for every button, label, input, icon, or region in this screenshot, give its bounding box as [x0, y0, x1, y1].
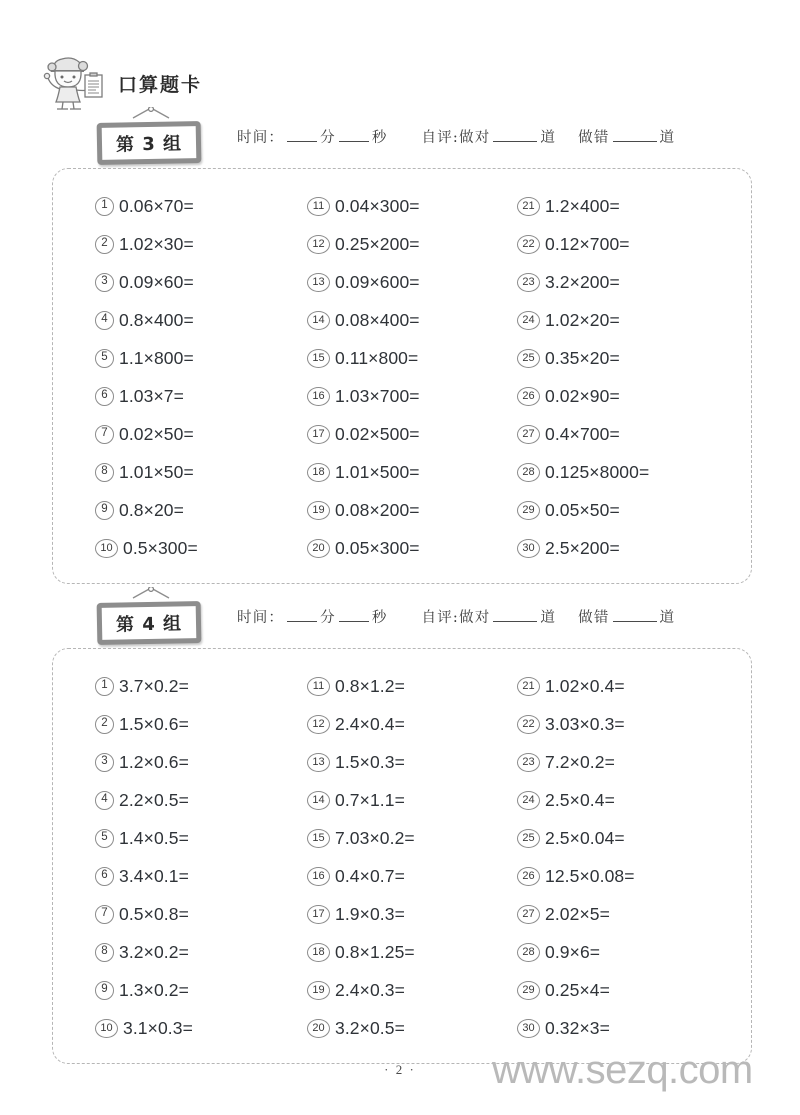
- time-label: 时间：: [237, 610, 285, 626]
- problem-item[interactable]: [95, 895, 307, 933]
- problem-number: 20: [307, 1019, 330, 1038]
- problem-expression: 1.3×0.2=: [119, 979, 189, 1000]
- watermark: www.sezq.com: [492, 1048, 753, 1092]
- problem-box: [52, 168, 752, 584]
- problem-expression: 2.4×0.3=: [335, 979, 405, 1000]
- problem-number: 27: [517, 905, 540, 924]
- problem-column: [307, 667, 517, 1047]
- problem-number: 2: [95, 715, 114, 734]
- problem-item[interactable]: [517, 705, 721, 743]
- problem-number: 19: [307, 501, 330, 520]
- problem-number: 18: [307, 463, 330, 482]
- problem-item[interactable]: [517, 743, 721, 781]
- problem-item[interactable]: [95, 857, 307, 895]
- problem-item[interactable]: [307, 705, 517, 743]
- problem-grid: [53, 667, 751, 1047]
- problem-expression: 2.5×0.4=: [545, 789, 615, 810]
- problem-expression: 0.02×500=: [335, 423, 420, 444]
- problem-number: 8: [95, 463, 114, 482]
- problem-expression: 1.03×700=: [335, 385, 420, 406]
- wrong-count-blank[interactable]: [613, 621, 657, 622]
- problem-item[interactable]: [517, 819, 721, 857]
- problem-number: 14: [307, 311, 330, 330]
- problem-number: 17: [307, 905, 330, 924]
- problem-item[interactable]: [95, 933, 307, 971]
- problem-expression: 3.7×0.2=: [119, 675, 189, 696]
- page-number: · 2 ·: [384, 1062, 416, 1077]
- problem-expression: 2.5×0.04=: [545, 827, 625, 848]
- time-minute-blank[interactable]: [287, 621, 317, 622]
- problem-expression: 1.02×30=: [119, 233, 194, 254]
- problem-item[interactable]: [517, 781, 721, 819]
- problem-expression: 0.11×800=: [335, 347, 419, 368]
- problem-expression: 3.2×0.5=: [335, 1017, 405, 1038]
- group-header: [52, 598, 752, 650]
- problem-expression: 0.05×50=: [545, 499, 620, 520]
- problem-number: 9: [95, 981, 114, 1000]
- problem-item[interactable]: [95, 263, 307, 301]
- problem-item[interactable]: [95, 529, 307, 567]
- plaque-hook-icon: [128, 107, 174, 119]
- correct-unit: 道: [540, 130, 557, 146]
- problem-number: 18: [307, 943, 330, 962]
- problem-column: [517, 187, 721, 567]
- problem-expression: 0.32×3=: [545, 1017, 610, 1038]
- problem-number: 28: [517, 943, 540, 962]
- problem-expression: 0.05×300=: [335, 537, 420, 558]
- second-unit: 秒: [371, 130, 388, 146]
- problem-item[interactable]: [307, 377, 517, 415]
- problem-item[interactable]: [307, 187, 517, 225]
- problem-item[interactable]: [307, 667, 517, 705]
- problem-item[interactable]: [517, 667, 721, 705]
- correct-label: 做对: [459, 130, 491, 146]
- wrong-label: 做错: [578, 610, 610, 626]
- group-title-plaque: [97, 596, 205, 646]
- problem-expression: 0.02×50=: [119, 423, 194, 444]
- problem-number: 11: [307, 677, 330, 696]
- problem-number: 30: [517, 1019, 540, 1038]
- problem-item[interactable]: [517, 529, 721, 567]
- problem-item[interactable]: [517, 453, 721, 491]
- problem-item[interactable]: [95, 377, 307, 415]
- problem-item[interactable]: [307, 301, 517, 339]
- problem-number: 23: [517, 273, 540, 292]
- wrong-count-blank[interactable]: [613, 141, 657, 142]
- problem-number: 8: [95, 943, 114, 962]
- problem-expression: 0.5×300=: [123, 537, 198, 558]
- masthead: [38, 52, 438, 114]
- child-with-clipboard-icon: [38, 54, 104, 112]
- problem-item[interactable]: [95, 1009, 307, 1047]
- problem-expression: 2.2×0.5=: [119, 789, 189, 810]
- problem-grid: [53, 187, 751, 567]
- problem-number: 7: [95, 425, 114, 444]
- problem-number: 29: [517, 501, 540, 520]
- problem-expression: 0.9×6=: [545, 941, 601, 962]
- time-second-blank[interactable]: [339, 621, 369, 622]
- problem-item[interactable]: [307, 263, 517, 301]
- problem-number: 15: [307, 829, 330, 848]
- problem-expression: 3.1×0.3=: [123, 1017, 193, 1038]
- problem-item[interactable]: [307, 415, 517, 453]
- problem-item[interactable]: [95, 415, 307, 453]
- problem-item[interactable]: [517, 491, 721, 529]
- problem-item[interactable]: [307, 529, 517, 567]
- problem-expression: 2.5×200=: [545, 537, 620, 558]
- group-title: 第 4 组: [115, 613, 183, 636]
- problem-expression: 1.5×0.3=: [335, 751, 405, 772]
- problem-number: 5: [95, 829, 114, 848]
- group-header: [52, 118, 752, 170]
- correct-label: 做对: [459, 610, 491, 626]
- problem-expression: 0.06×70=: [119, 195, 194, 216]
- problem-number: 25: [517, 349, 540, 368]
- problem-number: 12: [307, 235, 330, 254]
- problem-expression: 0.12×700=: [545, 233, 630, 254]
- wrong-label: 做错: [578, 130, 610, 146]
- problem-number: 24: [517, 791, 540, 810]
- problem-expression: 7.2×0.2=: [545, 751, 615, 772]
- problem-item[interactable]: [307, 971, 517, 1009]
- problem-number: 1: [95, 677, 114, 696]
- problem-expression: 7.03×0.2=: [335, 827, 415, 848]
- problem-number: 13: [307, 273, 330, 292]
- problem-item[interactable]: [95, 225, 307, 263]
- problem-expression: 0.02×90=: [545, 385, 620, 406]
- problem-item[interactable]: [307, 339, 517, 377]
- problem-expression: 3.2×200=: [545, 271, 620, 292]
- problem-expression: 1.1×800=: [119, 347, 194, 368]
- problem-expression: 3.03×0.3=: [545, 713, 625, 734]
- problem-number: 20: [307, 539, 330, 558]
- problem-number: 15: [307, 349, 330, 368]
- problem-expression: 0.25×200=: [335, 233, 420, 254]
- problem-expression: 3.4×0.1=: [119, 865, 189, 886]
- problem-item[interactable]: [517, 971, 721, 1009]
- problem-expression: 1.2×0.6=: [119, 751, 189, 772]
- group-block: [52, 598, 752, 1064]
- problem-item[interactable]: [517, 1009, 721, 1047]
- problem-item[interactable]: [95, 301, 307, 339]
- problem-number: 22: [517, 235, 540, 254]
- problem-expression: 0.04×300=: [335, 195, 420, 216]
- problem-expression: 0.5×0.8=: [119, 903, 189, 924]
- minute-unit: 分: [320, 130, 336, 146]
- problem-expression: 1.4×0.5=: [119, 827, 189, 848]
- problem-expression: 0.4×700=: [545, 423, 620, 444]
- problem-number: 22: [517, 715, 540, 734]
- problem-number: 5: [95, 349, 114, 368]
- time-second-blank[interactable]: [339, 141, 369, 142]
- problem-column: [307, 187, 517, 567]
- problem-item[interactable]: [307, 491, 517, 529]
- problem-expression: 1.2×400=: [545, 195, 620, 216]
- problem-expression: 1.01×500=: [335, 461, 420, 482]
- problem-column: [95, 187, 307, 567]
- problem-item[interactable]: [517, 415, 721, 453]
- group-meta: [237, 606, 752, 627]
- problem-expression: 1.01×50=: [119, 461, 194, 482]
- time-minute-blank[interactable]: [287, 141, 317, 142]
- problem-item[interactable]: [95, 491, 307, 529]
- problem-expression: 0.7×1.1=: [335, 789, 405, 810]
- problem-expression: 0.09×60=: [119, 271, 194, 292]
- problem-number: 13: [307, 753, 330, 772]
- problem-number: 17: [307, 425, 330, 444]
- second-unit: 秒: [371, 610, 388, 626]
- problem-item[interactable]: [95, 781, 307, 819]
- problem-number: 1: [95, 197, 114, 216]
- problem-item[interactable]: [307, 453, 517, 491]
- problem-box: [52, 648, 752, 1064]
- problem-number: 11: [307, 197, 330, 216]
- problem-column: [517, 667, 721, 1047]
- problem-item[interactable]: [307, 895, 517, 933]
- problem-expression: 3.2×0.2=: [119, 941, 189, 962]
- problem-item[interactable]: [95, 187, 307, 225]
- problem-expression: 2.4×0.4=: [335, 713, 405, 734]
- problem-expression: 0.35×20=: [545, 347, 620, 368]
- problem-expression: 2.02×5=: [545, 903, 610, 924]
- problem-expression: 12.5×0.08=: [545, 865, 635, 886]
- plaque-frame: [97, 121, 202, 165]
- correct-unit: 道: [540, 610, 557, 626]
- plaque-hook-icon: [128, 587, 174, 599]
- problem-expression: 1.03×7=: [119, 385, 184, 406]
- problem-number: 2: [95, 235, 114, 254]
- problem-expression: 0.8×1.2=: [335, 675, 405, 696]
- problem-number: 12: [307, 715, 330, 734]
- problem-item[interactable]: [95, 971, 307, 1009]
- problem-item[interactable]: [517, 225, 721, 263]
- problem-item[interactable]: [95, 743, 307, 781]
- problem-item[interactable]: [95, 453, 307, 491]
- problem-number: 6: [95, 867, 114, 886]
- time-label: 时间：: [237, 130, 285, 146]
- correct-count-blank[interactable]: [493, 141, 537, 142]
- problem-number: 30: [517, 539, 540, 558]
- self-eval-label: 自评:: [421, 610, 460, 626]
- problem-expression: 0.125×8000=: [545, 461, 650, 482]
- wrong-unit: 道: [659, 610, 676, 626]
- correct-count-blank[interactable]: [493, 621, 537, 622]
- problem-number: 3: [95, 753, 114, 772]
- problem-item[interactable]: [307, 743, 517, 781]
- problem-item[interactable]: [307, 819, 517, 857]
- problem-number: 21: [517, 677, 540, 696]
- problem-item[interactable]: [307, 1009, 517, 1047]
- problem-expression: 0.08×200=: [335, 499, 420, 520]
- self-eval-label: 自评:: [421, 130, 460, 146]
- problem-number: 4: [95, 791, 114, 810]
- problem-expression: 0.08×400=: [335, 309, 420, 330]
- problem-expression: 0.25×4=: [545, 979, 610, 1000]
- problem-number: 28: [517, 463, 540, 482]
- problem-expression: 0.09×600=: [335, 271, 420, 292]
- problem-number: 9: [95, 501, 114, 520]
- page-title: 口算题卡: [118, 73, 203, 96]
- group-title: 第 3 组: [115, 133, 183, 156]
- problem-item[interactable]: [517, 339, 721, 377]
- problem-number: 27: [517, 425, 540, 444]
- problem-item[interactable]: [517, 263, 721, 301]
- problem-number: 14: [307, 791, 330, 810]
- problem-number: 26: [517, 867, 540, 886]
- problem-expression: 1.5×0.6=: [119, 713, 189, 734]
- problem-item[interactable]: [307, 225, 517, 263]
- problem-item[interactable]: [307, 857, 517, 895]
- problem-number: 19: [307, 981, 330, 1000]
- problem-number: 10: [95, 1019, 118, 1038]
- problem-number: 4: [95, 311, 114, 330]
- problem-item[interactable]: [95, 705, 307, 743]
- problem-number: 29: [517, 981, 540, 1000]
- problem-number: 7: [95, 905, 114, 924]
- problem-item[interactable]: [95, 819, 307, 857]
- problem-item[interactable]: [517, 301, 721, 339]
- problem-expression: 1.02×20=: [545, 309, 620, 330]
- problem-expression: 0.4×0.7=: [335, 865, 405, 886]
- problem-number: 16: [307, 867, 330, 886]
- problem-number: 24: [517, 311, 540, 330]
- problem-expression: 1.9×0.3=: [335, 903, 405, 924]
- minute-unit: 分: [320, 610, 336, 626]
- problem-number: 26: [517, 387, 540, 406]
- problem-item[interactable]: [95, 667, 307, 705]
- problem-column: [95, 667, 307, 1047]
- problem-number: 21: [517, 197, 540, 216]
- problem-expression: 0.8×1.25=: [335, 941, 415, 962]
- problem-item[interactable]: [517, 933, 721, 971]
- group-title-plaque: [97, 116, 205, 166]
- problem-item[interactable]: [517, 377, 721, 415]
- problem-item[interactable]: [517, 895, 721, 933]
- problem-item[interactable]: [307, 781, 517, 819]
- problem-number: 23: [517, 753, 540, 772]
- problem-number: 25: [517, 829, 540, 848]
- plaque-frame: [97, 601, 202, 645]
- problem-item[interactable]: [307, 933, 517, 971]
- problem-item[interactable]: [517, 187, 721, 225]
- problem-expression: 0.8×400=: [119, 309, 194, 330]
- wrong-unit: 道: [659, 130, 676, 146]
- group-block: [52, 118, 752, 584]
- problem-item[interactable]: [95, 339, 307, 377]
- problem-number: 16: [307, 387, 330, 406]
- group-meta: [237, 126, 752, 147]
- problem-item[interactable]: [517, 857, 721, 895]
- problem-expression: 0.8×20=: [119, 499, 184, 520]
- problem-expression: 1.02×0.4=: [545, 675, 625, 696]
- problem-number: 6: [95, 387, 114, 406]
- problem-number: 10: [95, 539, 118, 558]
- problem-number: 3: [95, 273, 114, 292]
